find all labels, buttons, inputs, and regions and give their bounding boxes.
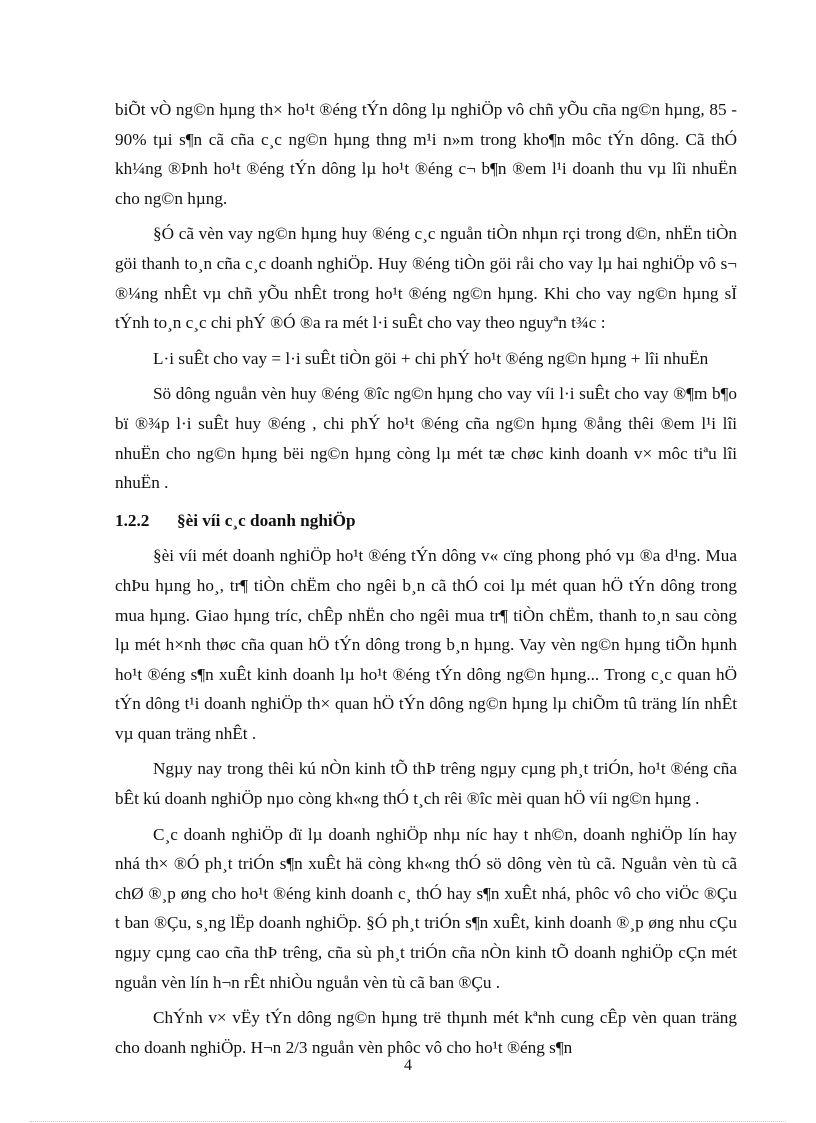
section-title: §èi víi c¸c doanh nghiÖp <box>177 510 356 530</box>
paragraph-8: ChÝnh v× vËy tÝn dông ng©n hµng trë thµnh mét kªnh cung cÊp vèn quan träng cho doanh nghiÖp. H¬n 2/3 nguån vèn phôc vô cho ho¹t ®éng s¶n <box>115 1008 737 1057</box>
paragraph-5: §èi víi mét doanh nghiÖp ho¹t ®éng tÝn dông v« cïng phong phó vµ ®a d¹ng. Mua chÞu hµng ho¸, tr¶ tiÒn chËm cho ngêi b¸n cã thÓ coi lµ mét quan hÖ tÝn dông trong mua hµng. Giao hµng tríc, chÊp nhËn cho ngêi mua tr¶ tiÒn chËm, thanh to¸n sau còng lµ mét h×nh thøc cña quan hÖ tÝn dông trong b¸n hµng. Vay vèn ng©n hµng tiÕn hµnh ho¹t ®éng s¶n xuÊt kinh doanh lµ ho¹t ®éng tÝn dông ng©n hµng... Trong c¸c quan hÖ tÝn dông t¹i doanh nghiÖp th× quan hÖ tÝn dông ng©n hµng lµ chiÕm tû träng lín nhÊt vµ quan träng nhÊt . <box>115 546 737 743</box>
paragraph-1: biÕt vÒ ng©n hµng th× ho¹t ®éng tÝn dông lµ nghiÖp vô chñ yÕu cña ng©n hµng, 85 - 90% tµi s¶n cã cña c¸c ng©n hµng thng m¹i n»m trong kho¶n môc tÝn dông. Cã thÓ kh¼ng ®Þnh ho¹t ®éng tÝn dông lµ ho¹t ®éng c¬ b¶n ®em l¹i doanh thu vµ lîi nhuËn cho ng©n hµng. <box>115 100 737 208</box>
paragraph-4: Sö dông nguån vèn huy ®éng ®îc ng©n hµng cho vay víi l·i suÊt cho vay ®¶m b¶o bï ®¾p l·i suÊt huy ®éng , chi phÝ ho¹t ®éng cña ng©n hµng ®ång thêi ®em l¹i lîi nhuËn cho ng©n hµng bëi ng©n hµng còng lµ mét tæ chøc kinh doanh v× môc tiªu lîi nhuËn . <box>115 384 737 493</box>
section-number: 1.2.2 <box>115 510 150 530</box>
formula-paragraph: L·i suÊt cho vay = l·i suÊt tiÒn göi + chi phÝ ho¹t ®éng ng©n hµng + lîi nhuËn <box>153 348 709 368</box>
page-bottom-divider <box>30 1121 786 1122</box>
page-body <box>115 95 737 1062</box>
paragraph-6: Ngµy nay trong thêi kú nÒn kinh tÕ thÞ trêng ngµy cµng ph¸t triÓn, ho¹t ®éng cña bÊt kú doanh nghiÖp nµo còng kh«ng thÓ t¸ch rêi ®îc mèi quan hÖ víi ng©n hµng . <box>115 759 737 809</box>
paragraph-2: §Ó cã vèn vay ng©n hµng huy ®éng c¸c nguån tiÒn nhµn rçi trong d©n, nhËn tiÒn göi thanh to¸n cña c¸c doanh nghiÖp. Huy ®éng tiÒn göi råi cho vay lµ hai nghiÖp vô s¬ ®¼ng nhÊt vµ chñ yÕu nhÊt trong ho¹t ®éng ng©n hµng. Khi cho vay ng©n hµng sÏ tÝnh to¸n c¸c chi phÝ ®Ó ®a ra mét l·i suÊt cho vay theo nguyªn t¾c : <box>115 224 737 333</box>
section-heading <box>115 506 737 536</box>
paragraph-7: C¸c doanh nghiÖp dï lµ doanh nghiÖp nhµ níc hay t nh©n, doanh nghiÖp lín hay nhá th× ®Ó ph¸t triÓn s¶n xuÊt hä còng kh«ng thÓ sö dông vèn tù cã. Nguån vèn tù cã chØ ®¸p øng cho ho¹t ®éng kinh doanh c¸ thÓ hay s¶n xuÊt nhá, phôc vô cho viÖc ®Çu t ban ®Çu, s¸ng lËp doanh nghiÖp. §Ó ph¸t triÓn s¶n xuÊt, kinh doanh ®¸p øng nhu cÇu ngµy cµng cao cña thÞ trêng, cña sù ph¸t triÓn cña nÒn kinh tÕ doanh nghiÖp cÇn mét nguån vèn lín h¬n rÊt nhiÒu nguån vèn tù cã ban ®Çu . <box>115 824 737 992</box>
page-number: 4 <box>404 1057 412 1074</box>
